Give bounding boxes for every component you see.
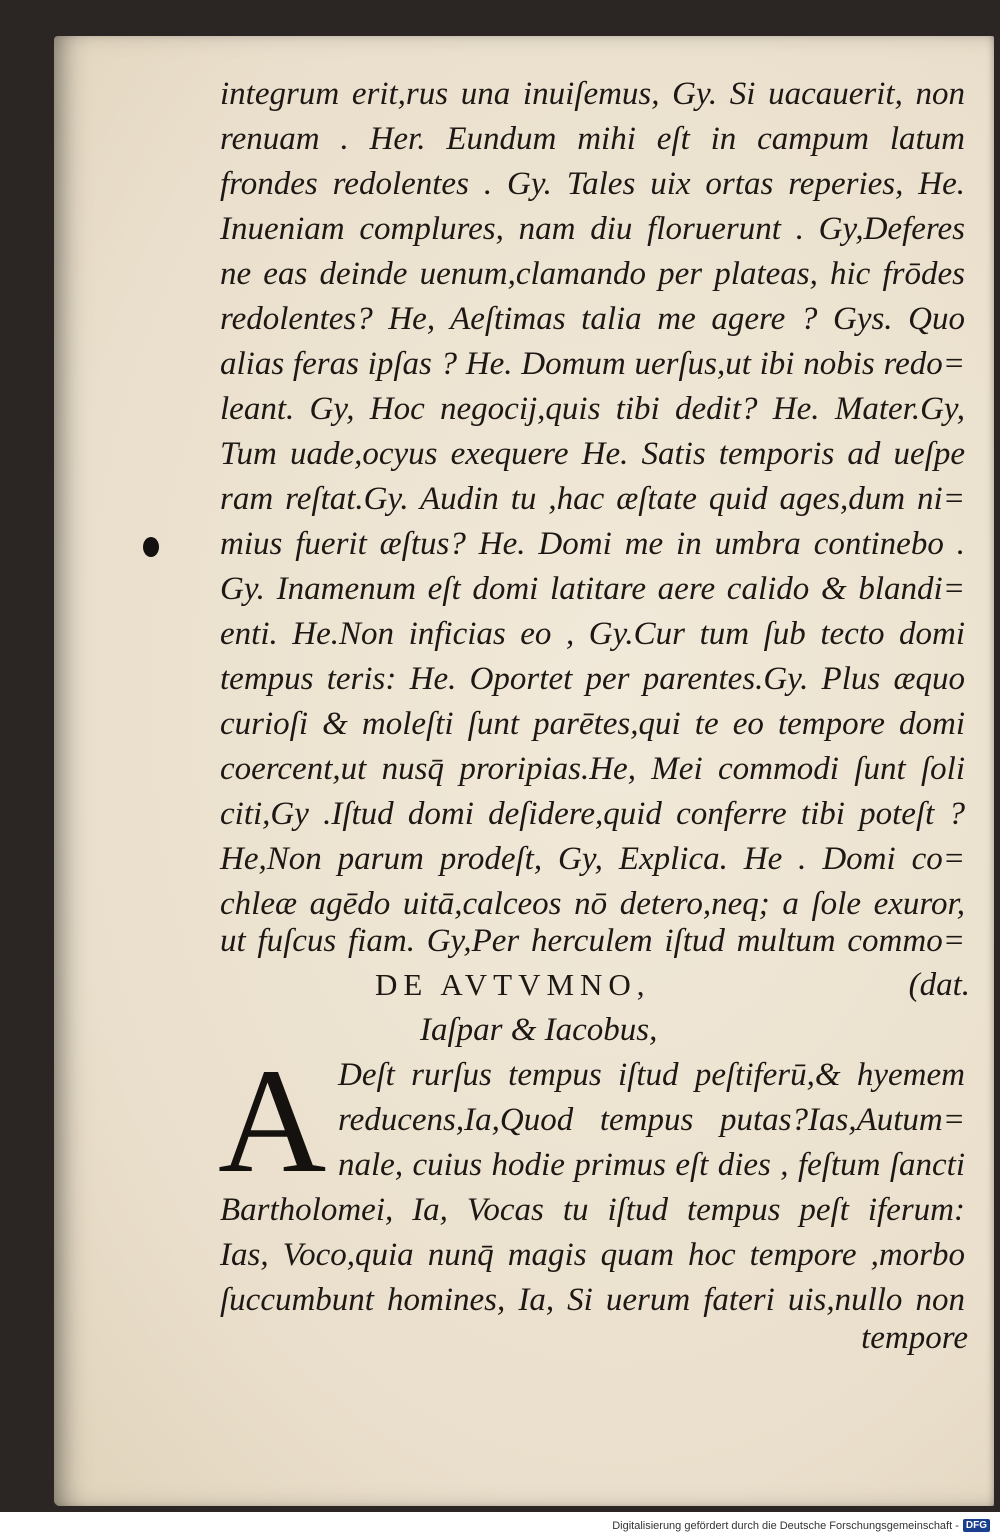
text-line: Deſt rurſus tempus iſtud peſtiferū,& hyemem: [338, 1057, 965, 1093]
text-line: He,Non parum prodeſt, Gy, Explica. He . Domi co=: [220, 841, 965, 877]
text-line: nale, cuius hodie primus eſt dies , feſtum ſancti: [338, 1147, 965, 1183]
text-line: tempus teris: He. Oportet per parentes.Gy. Plus æquo: [220, 661, 965, 697]
text-line: ram reſtat.Gy. Audin tu ,hac æſtate quid ages,dum ni=: [220, 481, 965, 517]
text-line: alias feras ipſas ? He. Domum uerſus,ut ibi nobis redo=: [220, 346, 965, 382]
text-line: Inueniam complures, nam diu floruerunt . Gy,Deferes: [220, 211, 965, 247]
text-line: enti. He.Non inficias eo , Gy.Cur tum ſub tecto domi: [220, 616, 965, 652]
section-heading: [375, 963, 970, 1007]
text-line: Gy. Inamenum eſt domi latitare aere calido & blandi=: [220, 571, 965, 607]
text-line: ſuccumbunt homines, Ia, Si uerum fateri uis,nullo non: [220, 1282, 965, 1318]
text-line: renuam . Her. Eundum mihi eſt in campum latum: [220, 121, 965, 157]
ink-blot: [143, 537, 159, 557]
text-line: ut fuſcus fiam. Gy,Per herculem iſtud multum commo=: [220, 923, 965, 959]
text-line: frondes redolentes . Gy. Tales uix ortas reperies, He.: [220, 166, 965, 202]
footer-text: Digitalisierung gefördert durch die Deutsche Forschungsgemeinschaft -: [612, 1519, 959, 1532]
text-line: coercent,ut nusq̄ proripias.He, Mei commodi ſunt ſoli: [220, 751, 965, 787]
text-line: chleæ agēdo uitā,calceos nō detero,neq; a ſole exuror,: [220, 886, 965, 922]
text-line: citi,Gy .Iſtud domi deſidere,quid conferre tibi poteſt ?: [220, 796, 965, 832]
text-line: Ias, Voco,quia nunq̄ magis quam hoc tempore ,morbo: [220, 1237, 965, 1273]
speakers-line: Iaſpar & Iacobus,: [420, 1012, 658, 1048]
footer-credit: [612, 1519, 990, 1532]
text-line: ne eas deinde uenum,clamando per plateas, hic frōdes: [220, 256, 965, 292]
text-line: mius fuerit æſtus? He. Domi me in umbra continebo .: [220, 526, 965, 562]
text-line: reducens,Ia,Quod tempus putas?Ias,Autum=: [338, 1102, 965, 1138]
text-line: Bartholomei, Ia, Vocas tu iſtud tempus peſt iferum:: [220, 1192, 965, 1228]
text-line: leant. Gy, Hoc negocij,quis tibi dedit? He. Mater.Gy,: [220, 391, 965, 427]
text-line: redolentes? He, Aeſtimas talia me agere ? Gys. Quo: [220, 301, 965, 337]
heading-title: DE AVTVMNO,: [375, 967, 651, 1002]
dfg-logo: DFG: [963, 1519, 990, 1532]
heading-tail: (dat.: [908, 967, 970, 1003]
text-line: curioſi & moleſti ſunt parētes,qui te eo tempore domi: [220, 706, 965, 742]
catchword: tempore: [861, 1320, 968, 1356]
drop-cap: A: [218, 1038, 327, 1204]
text-line: integrum erit,rus una inuiſemus, Gy. Si uacauerit, non: [220, 76, 965, 112]
text-line: Tum uade,ocyus exequere He. Satis temporis ad ueſpe: [220, 436, 965, 472]
